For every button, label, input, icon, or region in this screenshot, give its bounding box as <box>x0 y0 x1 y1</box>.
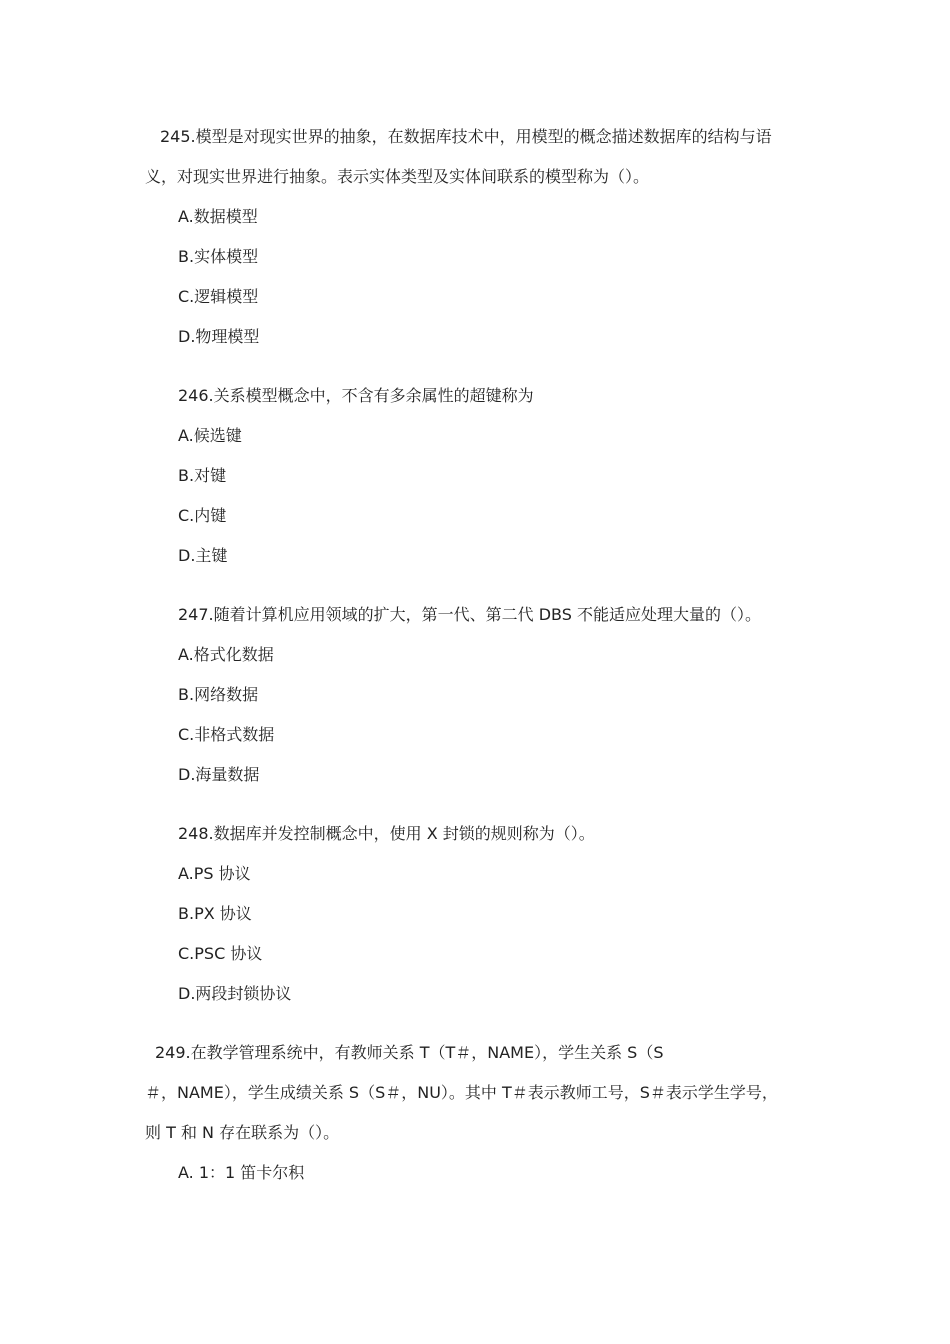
question-248-option-d: D.两段封锁协议 <box>178 984 292 1003</box>
question-246-option-d: D.主键 <box>178 546 228 565</box>
question-248-text: 248.数据库并发控制概念中，使用 X 封锁的规则称为（）。 <box>178 824 595 843</box>
question-246-option-c: C.内键 <box>178 506 227 525</box>
question-246-option-a: A.候选键 <box>178 426 242 445</box>
question-247-option-d: D.海量数据 <box>178 765 260 784</box>
question-245-text-line-1: 245.模型是对现实世界的抽象，在数据库技术中，用模型的概念描述数据库的结构与语 <box>160 127 772 146</box>
question-245-text-line-2: 义，对现实世界进行抽象。表示实体类型及实体间联系的模型称为（）。 <box>145 167 650 186</box>
question-245-option-c: C.逻辑模型 <box>178 287 259 306</box>
question-247-option-a: A.格式化数据 <box>178 645 274 664</box>
question-245-option-b: B.实体模型 <box>178 247 259 266</box>
question-246-text: 246.关系模型概念中，不含有多余属性的超键称为 <box>178 386 534 405</box>
question-249-text-line-2: ＃，NAME），学生成绩关系 S（S＃，NU）。其中 T＃表示教师工号，S＃表示学生学号， <box>145 1083 778 1102</box>
question-247-option-c: C.非格式数据 <box>178 725 275 744</box>
question-245-option-a: A.数据模型 <box>178 207 258 226</box>
question-248-option-b: B.PX 协议 <box>178 904 252 923</box>
question-249-text-line-3: 则 T 和 N 存在联系为（）。 <box>145 1123 340 1142</box>
question-248-option-a: A.PS 协议 <box>178 864 251 883</box>
question-247-text: 247.随着计算机应用领域的扩大，第一代、第二代 DBS 不能适应处理大量的（）。 <box>178 605 761 624</box>
question-248-option-c: C.PSC 协议 <box>178 944 263 963</box>
question-247-option-b: B.网络数据 <box>178 685 259 704</box>
question-249-option-a: A. 1：1 笛卡尔积 <box>178 1163 305 1182</box>
question-246-option-b: B.对键 <box>178 466 227 485</box>
question-245-option-d: D.物理模型 <box>178 327 260 346</box>
question-249-text-line-1: 249.在教学管理系统中，有教师关系 T（T＃，NAME），学生关系 S（S <box>155 1043 664 1062</box>
